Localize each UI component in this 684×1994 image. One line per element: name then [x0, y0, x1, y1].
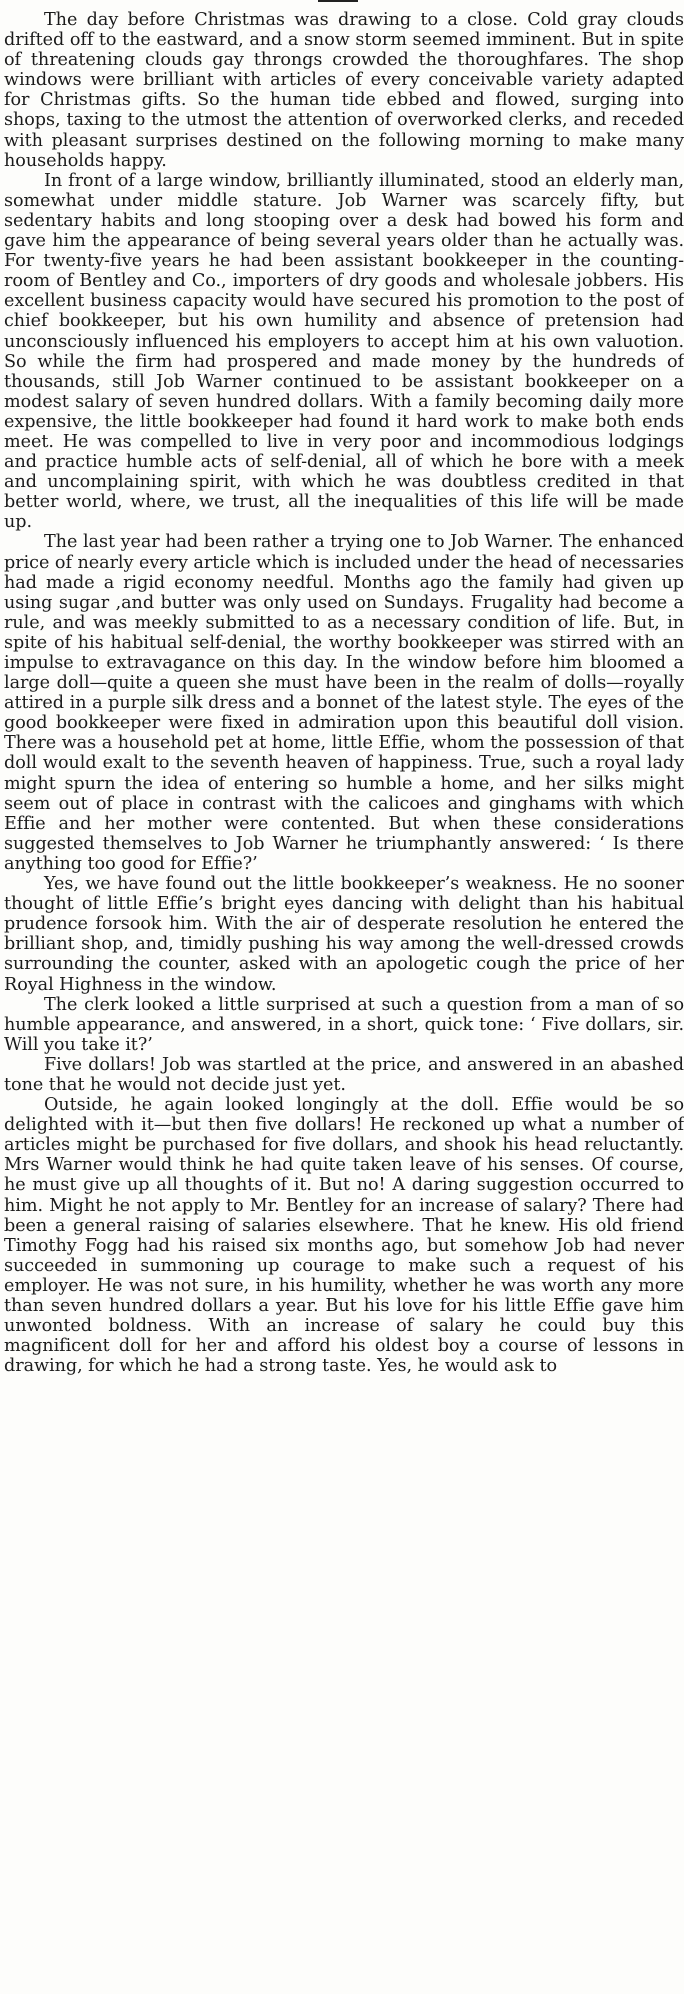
paragraph-4: Yes, we have found out the little bookkeeper’s weakness. He no sooner thought of little Effie’s bright eyes dancing with delight than his habitual prudence forsook him. With the air of desperate resolution he entered the brilliant shop, and, timidly pushing his way among the well-dressed crowds surrounding the counter, asked with an apologetic cough the price of her Royal Highness in the window. — [4, 874, 684, 995]
paragraph-3: The last year had been rather a trying one to Job Warner. The enhanced price of nearly every article which is included under the head of necessaries had made a rigid economy needful. Months ago the family had given up using sugar ,and butter was only used on Sundays. Frugality had become a rule, and was meekly submitted to as a necessary condition of life. But, in spite of his habitual self-denial, the worthy bookkeeper was stirred with an impulse to extravagance on this day. In the window before him bloomed a large doll—quite a queen she must have been in the realm of dolls—royally attired in a purple silk dress and a bonnet of the latest style. The eyes of the good bookkeeper were fixed in admiration upon this beautiful doll vision. There was a household pet at home, little Effie, whom the possession of that doll would exalt to the seventh heaven of happiness. True, such a royal lady might spurn the idea of entering so humble a home, and her silks might seem out of place in contrast with the calicoes and ginghams with which Effie and her mother were contented. But when these considerations suggested themselves to Job Warner he triumphantly answered: ‘ Is there anything too good for Effie?’ — [4, 532, 684, 874]
paragraph-5: The clerk looked a little surprised at such a question from a man of so humble appearance, and answered, in a short, quick tone: ‘ Five dollars, sir. Will you take it?’ — [4, 994, 684, 1055]
paragraph-7: Outside, he again looked longingly at the doll. Effie would be so delighted with it—but then five dollars! He reckoned up what a number of articles might be purchased for five dollars, and shook his head reluctantly. Mrs Warner would think he had quite taken leave of his senses. Of course, he must give up all thoughts of it. But no! A daring suggestion occurred to him. Might he not apply to Mr. Bentley for an increase of salary? There had been a general raising of salaries elsewhere. That he knew. His old friend Timothy Fogg had his raised six months ago, but somehow Job had never succeeded in summoning up courage to make such a request of his employer. He was not sure, in his humility, whether he was worth any more than seven hundred dollars a year. But his love for his little Effie gave him unwonted boldness. With an increase of salary he could buy this magnificent doll for her and afford his oldest boy a course of lessons in drawing, for which he had a strong taste. Yes, he would ask to — [4, 1095, 684, 1377]
heading-rule — [318, 0, 358, 2]
paragraph-1: The day before Christmas was drawing to a close. Cold gray clouds drifted off to the eastward, and a snow storm seemed imminent. But in spite of threatening clouds gay throngs crowded the thoroughfares. The shop windows were brilliant with articles of every conceivable variety adapted for Christmas gifts. So the human tide ebbed and flowed, surging into shops, taxing to the utmost the attention of overworked clerks, and receded with pleasant surprises destined on the following morning to make many households happy. — [4, 10, 684, 171]
paragraph-6: Five dollars! Job was startled at the price, and answered in an abashed tone that he would not decide just yet. — [4, 1054, 684, 1095]
article-body — [4, 10, 684, 1376]
paragraph-2: In front of a large window, brilliantly illuminated, stood an elderly man, somewhat under middle stature. Job Warner was scarcely fifty, but sedentary habits and long stooping over a desk had bowed his form and gave him the appearance of being several years older than he actually was. For twenty-five years he had been assistant bookkeeper in the counting-room of Bentley and Co., importers of dry goods and wholesale jobbers. His excellent business capacity would have secured his promotion to the post of chief bookkeeper, but his own humility and absence of pretension had unconsciously influenced his employers to accept him at his own valuotion. So while the firm had prospered and made money by the hundreds of thousands, still Job Warner continued to be assistant bookkeeper on a modest salary of seven hundred dollars. With a family becoming daily more expensive, the little bookkeeper had found it hard work to make both ends meet. He was compelled to live in very poor and incommodious lodgings and practice humble acts of self-denial, all of which he bore with a meek and uncomplaining spirit, with which he was doubtless credited in that better world, where, we trust, all the inequalities of this life will be made up. — [4, 170, 684, 533]
